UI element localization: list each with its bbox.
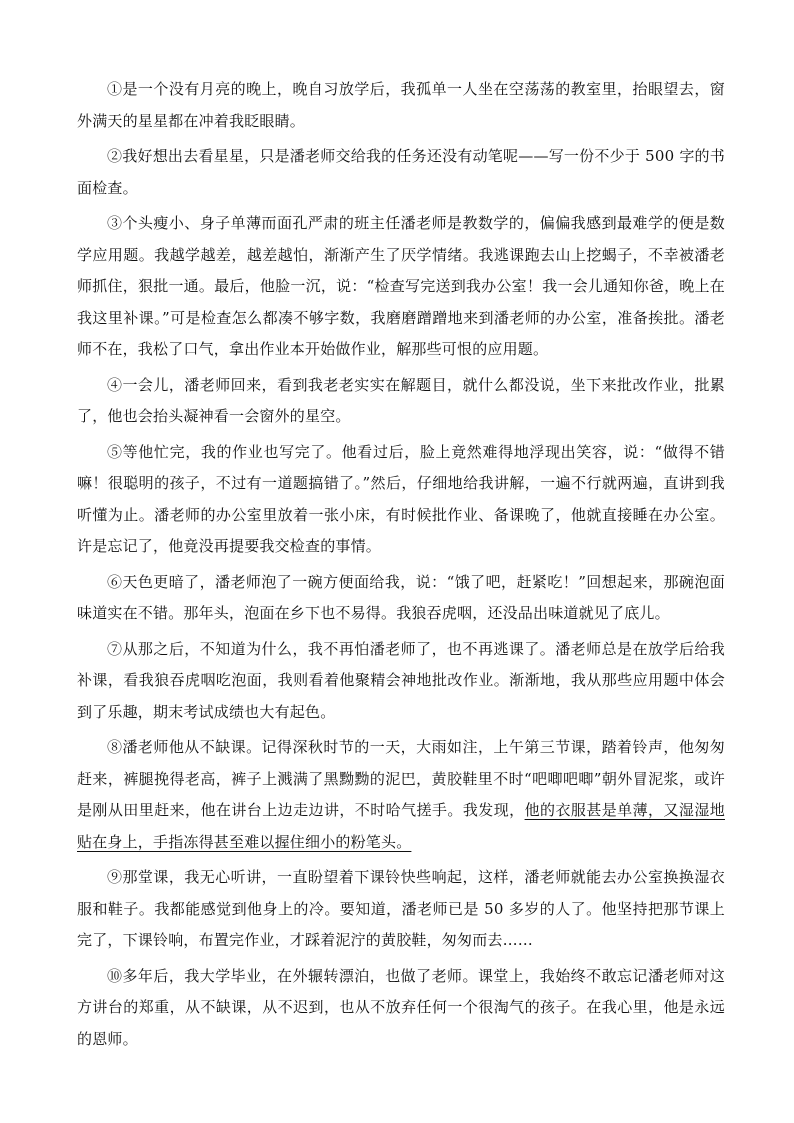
paragraph-text: ⑥天色更暗了，潘老师泡了一碗方便面给我，说：“饿了吧，赶紧吃！”回想起来，那碗泡面味道实在不错。那年头，泡面在乡下也不易得。我狼吞虎咽，还没品出味道就见了底儿。 [77,572,725,622]
paragraph-text: ⑦从那之后，不知道为什么，我不再怕潘老师了，也不再逃课了。潘老师总是在放学后给我补课，看我狼吞虎咽吃泡面，我则看着他聚精会神地批改作业。渐渐地，我从那些应用题中体会到了乐趣，期末考试成绩也大有起色。 [77,639,725,721]
underlined-sentence: 他的衣服甚是单薄，又湿湿地贴在身上，手指冻得甚至难以握住细小的粉笔头。 [77,801,725,851]
paragraph-10 [77,961,725,1056]
paragraph-4 [77,370,725,433]
paragraph-3 [77,208,725,366]
paragraph-text: ⑤等他忙完，我的作业也写完了。他看过后，脸上竟然难得地浮现出笑容，说：“做得不错嘛！很聪明的孩子，不过有一道题搞错了。”然后，仔细地给我讲解，一遍不行就两遍，直讲到我听懂为止。潘老师的办公室里放着一张小床，有时候批作业、备课晚了，他就直接睡在办公室。许是忘记了，他竟没再提要我交检查的事情。 [77,442,725,555]
paragraph-text: ⑨那堂课，我无心听讲，一直盼望着下课铃快些响起，这样，潘老师就能去办公室换换湿衣服和鞋子。我都能感觉到他身上的冷。要知道，潘老师已是 50 多岁的人了。他坚持把那节课上完了，下课铃响，布置完作业，才踩着泥泞的黄胶鞋，匆匆而去…… [77,868,725,949]
paragraph-text: ②我好想出去看星星，只是潘老师交给我的任务还没有动笔呢——写一份不少于 500 字的书面检查。 [77,147,725,197]
paragraph-2 [77,141,725,204]
paragraph-1 [77,74,725,137]
paragraph-text: ①是一个没有月亮的晚上，晚自习放学后，我孤单一人坐在空荡荡的教室里，抬眼望去，窗外满天的星星都在冲着我眨眼睛。 [77,80,725,130]
article-body [77,74,725,1059]
paragraph-text: ⑧潘老师他从不缺课。记得深秋时节的一天，大雨如注，上午第三节课，踏着铃声，他匆匆赶来，裤腿挽得老高，裤子上溅满了黑黝黝的泥巴，黄胶鞋里不时“吧唧吧唧”朝外冒泥浆，或许是刚从田里赶来，他在讲台上边走边讲，不时哈气搓手。我发现， [77,738,725,819]
paragraph-text: ③个头瘦小、身子单薄而面孔严肃的班主任潘老师是教数学的，偏偏我感到最难学的便是数学应用题。我越学越差，越差越怕，渐渐产生了厌学情绪。我逃课跑去山上挖蝎子，不幸被潘老师抓住，狠批一通。最后，他脸一沉，说：“检查写完送到我办公室！我一会儿通知你爸，晚上在我这里补课。”可是检查怎么都凑不够字数，我磨磨蹭蹭地来到潘老师的办公室，准备挨批。潘老师不在，我松了口气，拿出作业本开始做作业，解那些可恨的应用题。 [77,214,725,358]
paragraph-5 [77,437,725,563]
paragraph-8 [77,732,725,858]
paragraph-text: ④一会儿，潘老师回来，看到我老老实实在解题目，就什么都没说，坐下来批改作业，批累了，他也会抬头凝神看一会窗外的星空。 [77,375,725,425]
paragraph-9 [77,862,725,957]
paragraph-6 [77,567,725,630]
paragraph-text: ⑩多年后，我大学毕业，在外辗转漂泊，也做了老师。课堂上，我始终不敢忘记潘老师对这方讲台的郑重，从不缺课，从不迟到，也从不放弃任何一个很淘气的孩子。在我心里，他是永远的恩师。 [77,966,725,1048]
paragraph-7 [77,634,725,729]
